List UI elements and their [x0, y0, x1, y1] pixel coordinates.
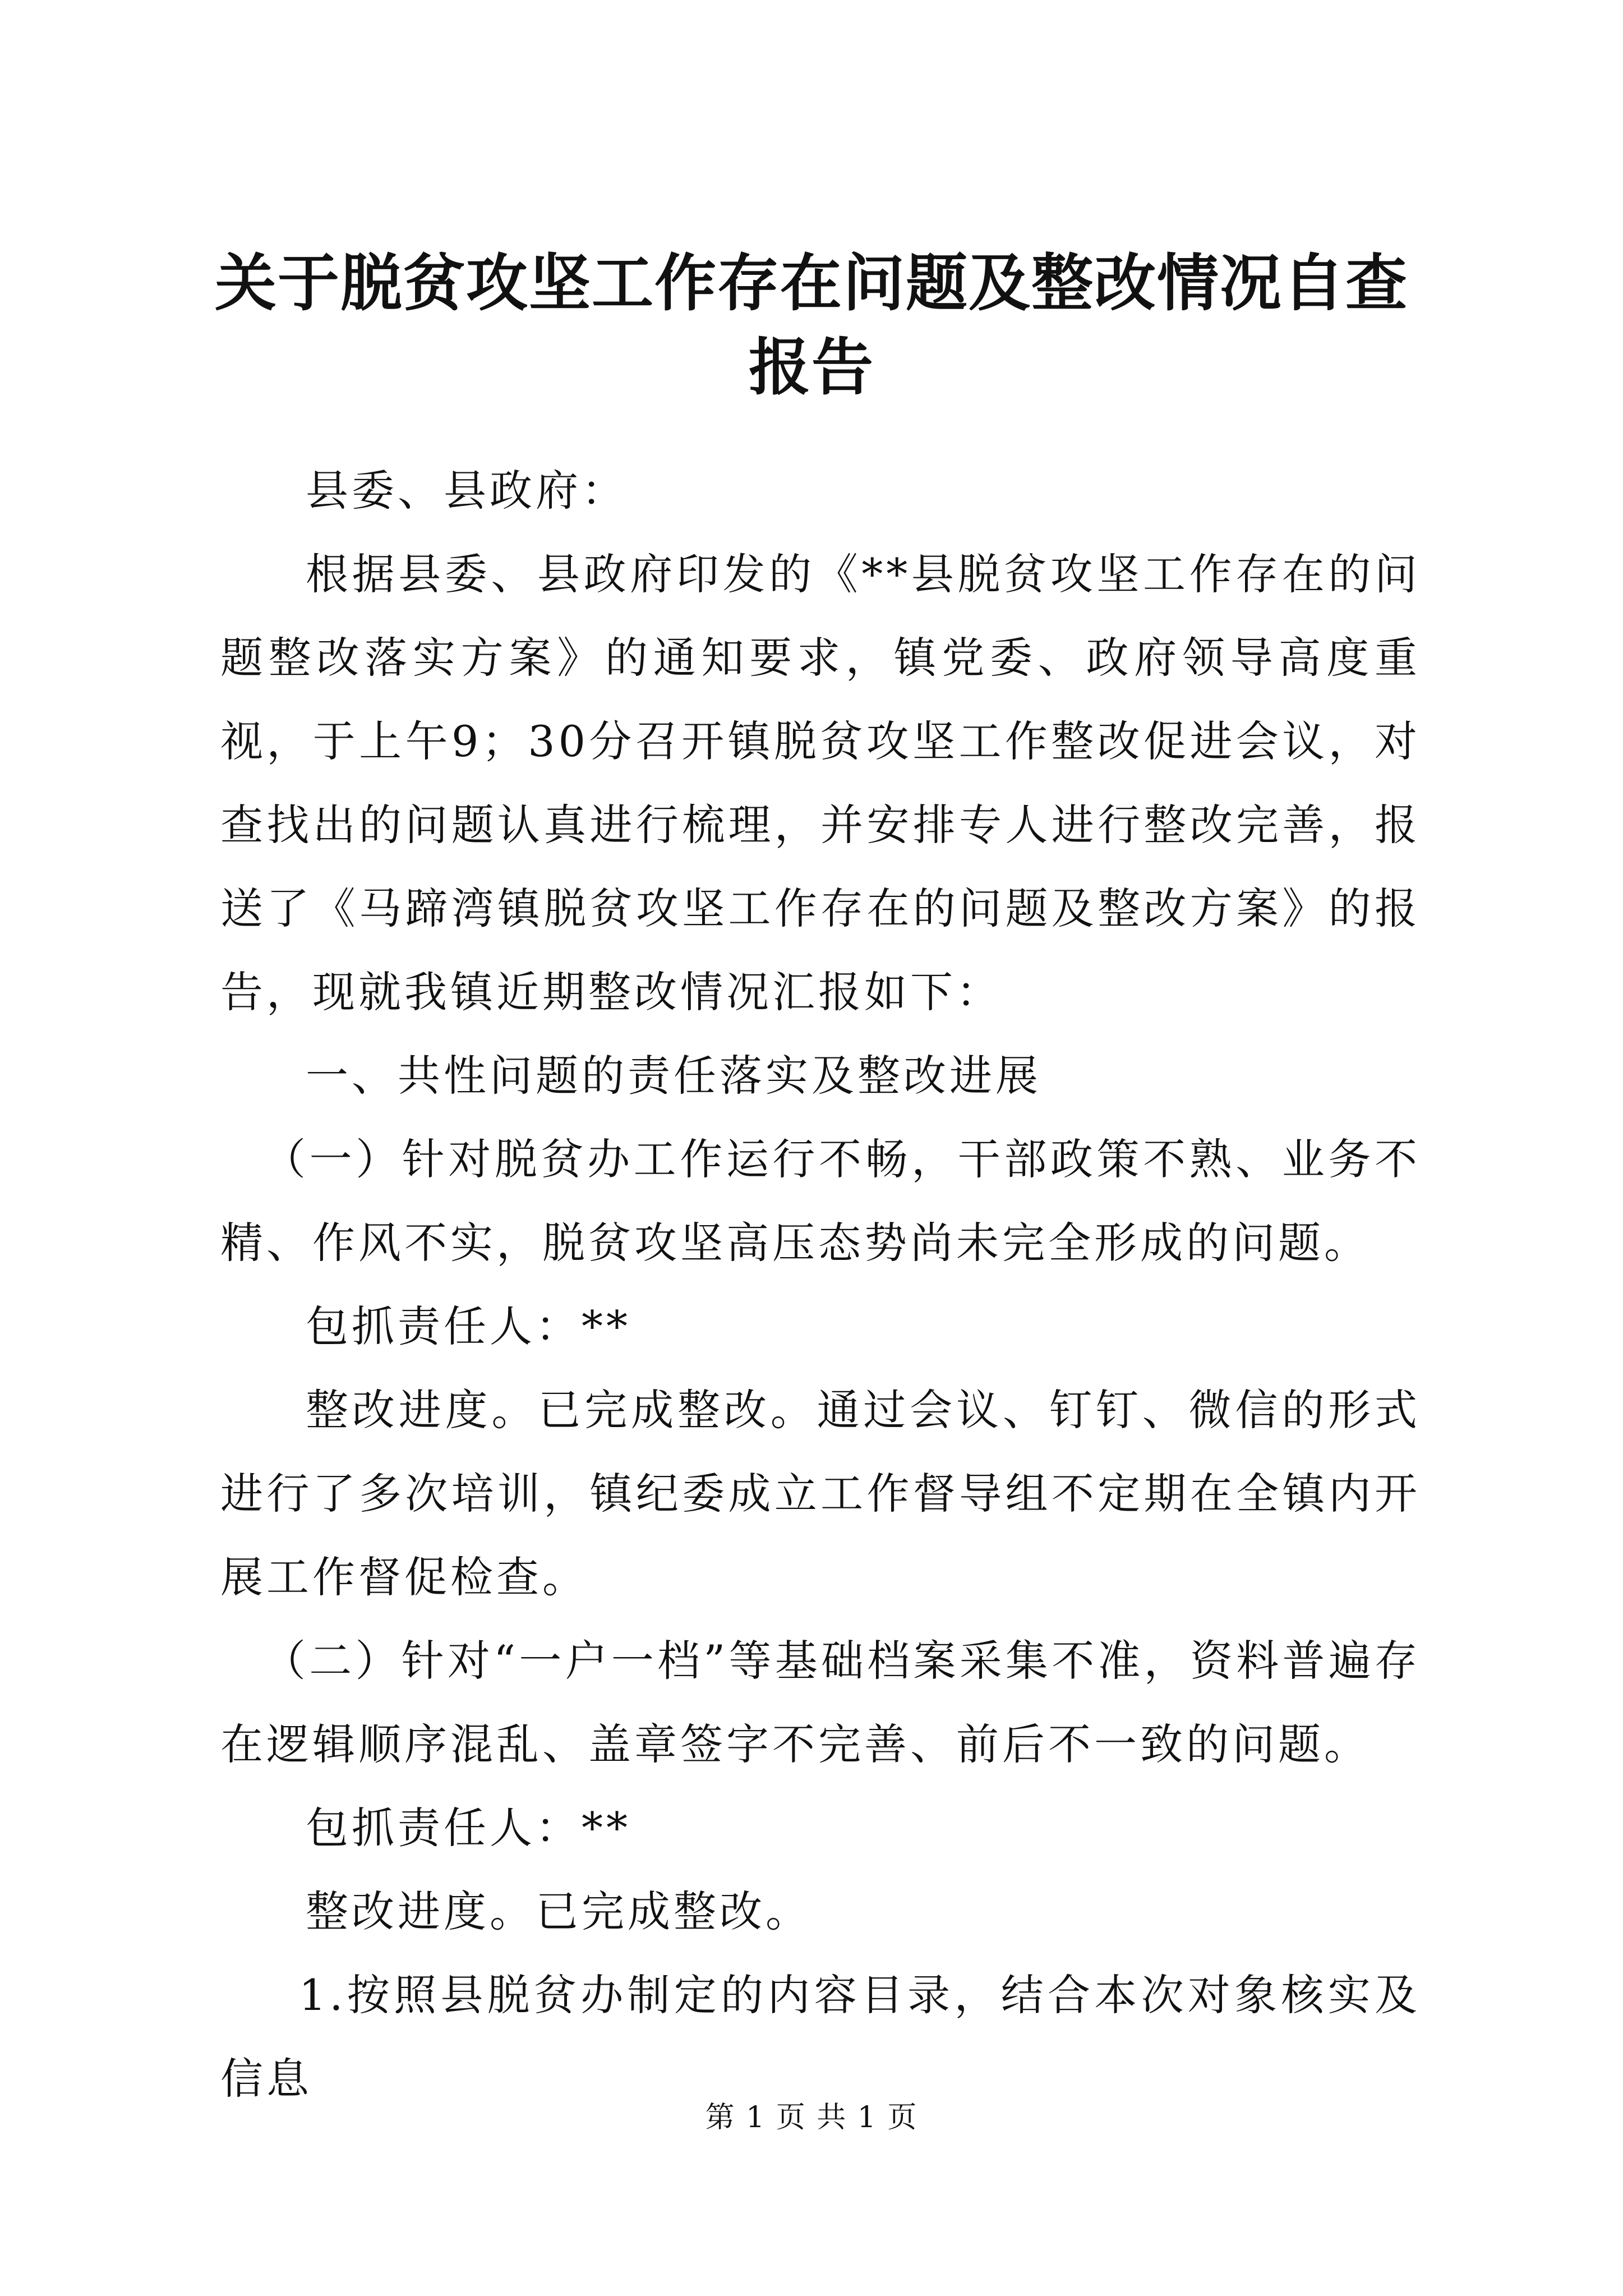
salutation: 县委、县政府： [306, 466, 628, 516]
progress-one-paragraph: 整改进度。已完成整改。通过会议、钉钉、微信的形式进行了多次培训，镇纪委成立工作督导组不定期在全镇内开展工作督促检查。 [220, 1385, 1421, 1602]
numbered-item-one: 1.按照县脱贫办制定的内容目录，结合本次对象核实及信息 [220, 1970, 1421, 2104]
document-title: 关于脱贫攻坚工作存在问题及整改情况自查报告 [215, 247, 1408, 403]
issue-two-paragraph: （二）针对“一户一档”等基础档案采集不准，资料普遍存在逻辑顺序混乱、盖章签字不完善、前后不一致的问题。 [220, 1636, 1421, 1769]
page-footer: 第 1 页 共 1 页 [705, 2101, 918, 2134]
section-heading: 一、共性问题的责任落实及整改进展 [306, 1051, 1041, 1101]
responsible-person-one: 包抓责任人：** [306, 1301, 631, 1351]
responsible-person-two: 包抓责任人：** [306, 1803, 631, 1853]
document-body [220, 449, 1421, 2120]
intro-paragraph: 根据县委、县政府印发的《**县脱贫攻坚工作存在的问题整改落实方案》的通知要求，镇党委、政府领导高度重视，于上午9；30分召开镇脱贫攻坚工作整改促进会议，对查找出的问题认真进行梳理，并安排专人进行整改完善，报送了《马蹄湾镇脱贫攻坚工作存在的问题及整改方案》的报告，现就我镇近期整改情况汇报如下： [220, 549, 1421, 1017]
progress-two-paragraph: 整改进度。已完成整改。 [306, 1887, 811, 1936]
issue-one-paragraph: （一）针对脱贫办工作运行不畅，干部政策不熟、业务不精、作风不实，脱贫攻坚高压态势尚未完全形成的问题。 [220, 1134, 1421, 1268]
